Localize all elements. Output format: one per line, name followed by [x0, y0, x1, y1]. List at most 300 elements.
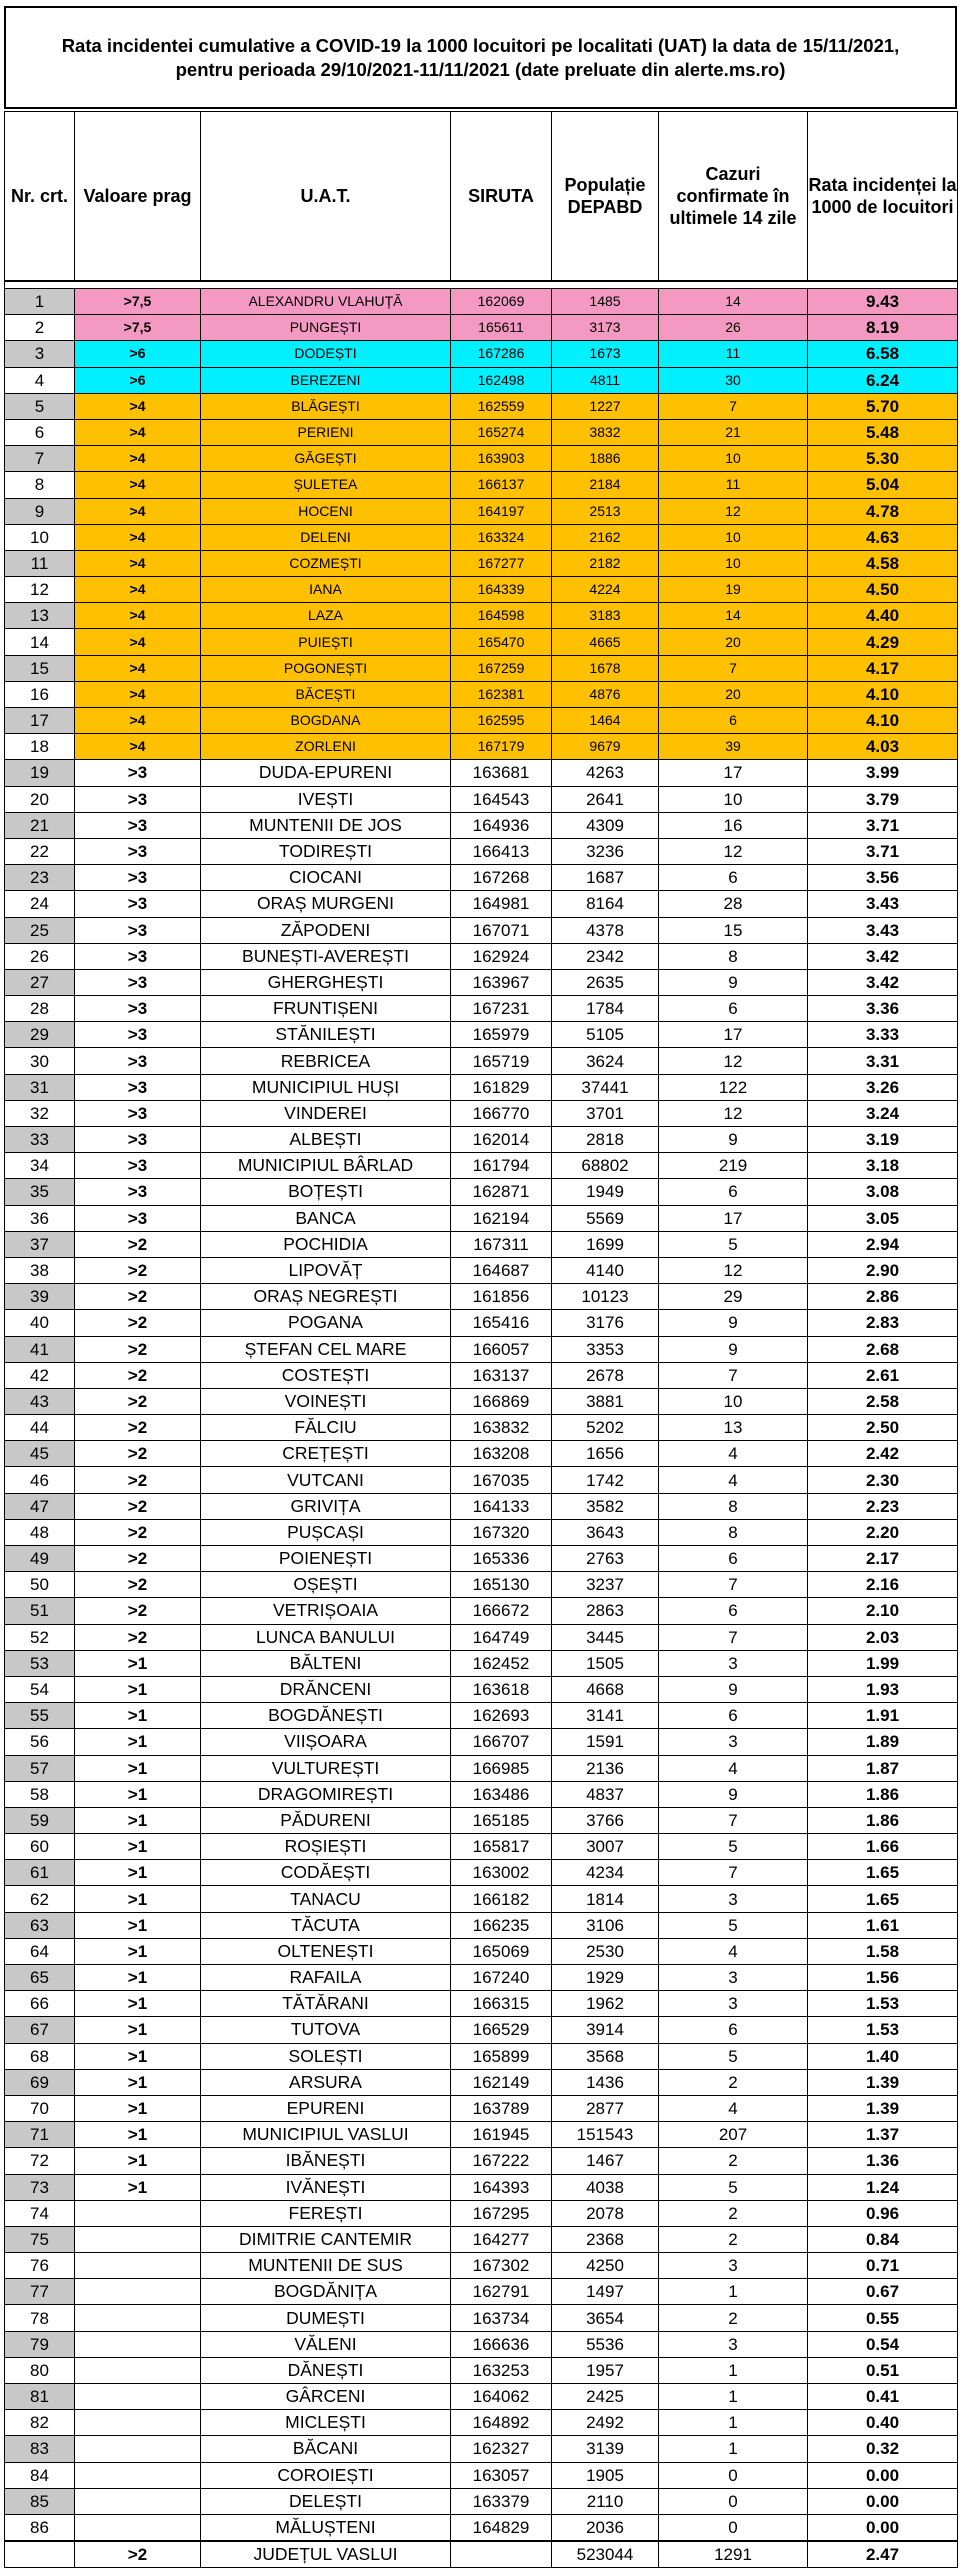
- incidence-rate-cell: 1.86: [808, 1781, 958, 1807]
- table-row: [5, 2436, 958, 2462]
- table-row: [5, 2331, 958, 2357]
- siruta-code-cell: 164339: [451, 577, 552, 603]
- threshold-value-cell: >4: [75, 419, 201, 445]
- threshold-value-cell: >3: [75, 969, 201, 995]
- table-row: [5, 1284, 958, 1310]
- table-row: [5, 2017, 958, 2043]
- incidence-rate-cell: 3.33: [808, 1022, 958, 1048]
- threshold-value-cell: >4: [75, 629, 201, 655]
- siruta-code-cell: 161945: [451, 2122, 552, 2148]
- table-row: [5, 786, 958, 812]
- siruta-code-cell: 164197: [451, 498, 552, 524]
- siruta-code-cell: 162595: [451, 708, 552, 734]
- uat-name-cell: DUMEȘTI: [201, 2305, 451, 2331]
- incidence-rate-cell: 9.43: [808, 289, 958, 315]
- row-number-cell: 2: [5, 315, 75, 341]
- uat-name-cell: PERIENI: [201, 419, 451, 445]
- threshold-value-cell: >4: [75, 524, 201, 550]
- incidence-rate-cell: 2.03: [808, 1624, 958, 1650]
- incidence-rate-cell: 1.89: [808, 1729, 958, 1755]
- threshold-value-cell: >1: [75, 2122, 201, 2148]
- table-row: [5, 446, 958, 472]
- siruta-code-cell: 166869: [451, 1388, 552, 1414]
- incidence-rate-cell: 2.83: [808, 1310, 958, 1336]
- uat-name-cell: LAZA: [201, 603, 451, 629]
- uat-name-cell: ORAȘ MURGENI: [201, 891, 451, 917]
- confirmed-cases-cell: 17: [659, 1022, 808, 1048]
- incidence-rate-cell: 2.47: [808, 2541, 958, 2568]
- row-number-cell: 55: [5, 1703, 75, 1729]
- confirmed-cases-cell: 5: [659, 1231, 808, 1257]
- confirmed-cases-cell: 12: [659, 1048, 808, 1074]
- population-cell: 1742: [552, 1467, 659, 1493]
- siruta-code-cell: [451, 2541, 552, 2568]
- row-number-cell: 42: [5, 1362, 75, 1388]
- siruta-code-cell: 163486: [451, 1781, 552, 1807]
- population-cell: 2425: [552, 2384, 659, 2410]
- uat-name-cell: BLĂGEȘTI: [201, 393, 451, 419]
- table-row: [5, 1362, 958, 1388]
- siruta-code-cell: 162924: [451, 943, 552, 969]
- siruta-code-cell: 166137: [451, 472, 552, 498]
- population-cell: 1949: [552, 1179, 659, 1205]
- incidence-rate-cell: 3.79: [808, 786, 958, 812]
- confirmed-cases-cell: 6: [659, 2017, 808, 2043]
- incidence-rate-cell: 0.55: [808, 2305, 958, 2331]
- uat-name-cell: TODIREȘTI: [201, 838, 451, 864]
- incidence-rate-cell: 1.40: [808, 2043, 958, 2069]
- confirmed-cases-cell: 10: [659, 446, 808, 472]
- siruta-code-cell: 164687: [451, 1257, 552, 1283]
- threshold-value-cell: >1: [75, 1703, 201, 1729]
- row-number-cell: 5: [5, 393, 75, 419]
- incidence-rate-cell: 0.00: [808, 2488, 958, 2514]
- confirmed-cases-cell: 9: [659, 969, 808, 995]
- table-row: [5, 1886, 958, 1912]
- table-row: [5, 2488, 958, 2514]
- incidence-rate-cell: 2.16: [808, 1572, 958, 1598]
- confirmed-cases-cell: 7: [659, 1624, 808, 1650]
- table-row: [5, 812, 958, 838]
- row-number-cell: 59: [5, 1807, 75, 1833]
- siruta-code-cell: 164133: [451, 1493, 552, 1519]
- table-row: [5, 2095, 958, 2121]
- uat-name-cell: VETRIȘOAIA: [201, 1598, 451, 1624]
- incidence-rate-cell: 1.39: [808, 2069, 958, 2095]
- uat-name-cell: VOINEȘTI: [201, 1388, 451, 1414]
- siruta-code-cell: 167277: [451, 550, 552, 576]
- row-number-cell: 79: [5, 2331, 75, 2357]
- row-number-cell: 84: [5, 2462, 75, 2488]
- uat-name-cell: BUNEȘTI-AVEREȘTI: [201, 943, 451, 969]
- table-row: [5, 1100, 958, 1126]
- population-cell: 523044: [552, 2541, 659, 2568]
- row-number-cell: 54: [5, 1676, 75, 1702]
- threshold-value-cell: >3: [75, 1100, 201, 1126]
- incidence-rate-cell: 3.08: [808, 1179, 958, 1205]
- table-row: [5, 2174, 958, 2200]
- threshold-value-cell: >2: [75, 1362, 201, 1388]
- confirmed-cases-cell: 3: [659, 1965, 808, 1991]
- confirmed-cases-cell: 9: [659, 1336, 808, 1362]
- confirmed-cases-cell: 2: [659, 2305, 808, 2331]
- incidence-rate-cell: 3.42: [808, 943, 958, 969]
- population-cell: 2368: [552, 2226, 659, 2252]
- confirmed-cases-cell: 14: [659, 603, 808, 629]
- siruta-code-cell: 166707: [451, 1729, 552, 1755]
- table-row: [5, 1755, 958, 1781]
- siruta-code-cell: 162381: [451, 681, 552, 707]
- table-row: [5, 681, 958, 707]
- incidence-rate-cell: 4.58: [808, 550, 958, 576]
- confirmed-cases-cell: 3: [659, 1991, 808, 2017]
- population-cell: 2036: [552, 2514, 659, 2541]
- uat-name-cell: ALEXANDRU VLAHUȚĂ: [201, 289, 451, 315]
- population-cell: 4309: [552, 812, 659, 838]
- table-row: [5, 1493, 958, 1519]
- header-siruta: SIRUTA: [451, 112, 552, 282]
- uat-name-cell: VULTUREȘTI: [201, 1755, 451, 1781]
- incidence-rate-cell: 3.05: [808, 1205, 958, 1231]
- header-prag: Valoare prag: [75, 112, 201, 282]
- confirmed-cases-cell: 6: [659, 1179, 808, 1205]
- row-number-cell: 10: [5, 524, 75, 550]
- threshold-value-cell: >3: [75, 812, 201, 838]
- table-row: [5, 2384, 958, 2410]
- confirmed-cases-cell: 39: [659, 734, 808, 760]
- uat-name-cell: ARSURA: [201, 2069, 451, 2095]
- uat-name-cell: DELENI: [201, 524, 451, 550]
- incidence-rate-cell: 0.84: [808, 2226, 958, 2252]
- confirmed-cases-cell: 26: [659, 315, 808, 341]
- uat-name-cell: LIPOVĂȚ: [201, 1257, 451, 1283]
- threshold-value-cell: [75, 2253, 201, 2279]
- confirmed-cases-cell: 17: [659, 760, 808, 786]
- population-cell: 4837: [552, 1781, 659, 1807]
- uat-name-cell: IVEȘTI: [201, 786, 451, 812]
- uat-name-cell: TĂCUTA: [201, 1912, 451, 1938]
- incidence-rate-cell: 2.10: [808, 1598, 958, 1624]
- confirmed-cases-cell: 17: [659, 1205, 808, 1231]
- table-row: [5, 1991, 958, 2017]
- threshold-value-cell: >1: [75, 1676, 201, 1702]
- population-cell: 2763: [552, 1546, 659, 1572]
- confirmed-cases-cell: 3: [659, 1886, 808, 1912]
- table-row: [5, 2253, 958, 2279]
- confirmed-cases-cell: 7: [659, 655, 808, 681]
- uat-name-cell: TANACU: [201, 1886, 451, 1912]
- confirmed-cases-cell: 6: [659, 708, 808, 734]
- population-cell: 3832: [552, 419, 659, 445]
- threshold-value-cell: [75, 2488, 201, 2514]
- table-row: [5, 603, 958, 629]
- siruta-code-cell: 163967: [451, 969, 552, 995]
- confirmed-cases-cell: 5: [659, 2174, 808, 2200]
- incidence-rate-cell: 0.51: [808, 2357, 958, 2383]
- incidence-rate-cell: 0.00: [808, 2462, 958, 2488]
- table-row: [5, 2410, 958, 2436]
- table-row: [5, 1546, 958, 1572]
- confirmed-cases-cell: 7: [659, 1572, 808, 1598]
- uat-name-cell: GĂGEȘTI: [201, 446, 451, 472]
- table-row: [5, 2148, 958, 2174]
- confirmed-cases-cell: 0: [659, 2514, 808, 2541]
- incidence-rate-cell: 1.24: [808, 2174, 958, 2200]
- siruta-code-cell: 162498: [451, 367, 552, 393]
- siruta-code-cell: 164062: [451, 2384, 552, 2410]
- row-number-cell: 11: [5, 550, 75, 576]
- population-cell: 3914: [552, 2017, 659, 2043]
- incidence-rate-cell: 3.56: [808, 865, 958, 891]
- population-cell: 1485: [552, 289, 659, 315]
- uat-name-cell: LUNCA BANULUI: [201, 1624, 451, 1650]
- incidence-rate-cell: 4.10: [808, 708, 958, 734]
- population-cell: 2513: [552, 498, 659, 524]
- population-cell: 4038: [552, 2174, 659, 2200]
- incidence-rate-cell: 3.99: [808, 760, 958, 786]
- row-number-cell: 20: [5, 786, 75, 812]
- table-row: [5, 1650, 958, 1676]
- siruta-code-cell: 163832: [451, 1415, 552, 1441]
- threshold-value-cell: >1: [75, 1938, 201, 1964]
- table-row: [5, 1834, 958, 1860]
- siruta-code-cell: 167240: [451, 1965, 552, 1991]
- row-number-cell: 73: [5, 2174, 75, 2200]
- incidence-rate-cell: 2.94: [808, 1231, 958, 1257]
- siruta-code-cell: 162327: [451, 2436, 552, 2462]
- incidence-rate-cell: 3.19: [808, 1127, 958, 1153]
- table-row: [5, 1965, 958, 1991]
- table-row: [5, 1205, 958, 1231]
- confirmed-cases-cell: 7: [659, 1807, 808, 1833]
- incidence-rate-cell: 0.40: [808, 2410, 958, 2436]
- confirmed-cases-cell: 6: [659, 996, 808, 1022]
- uat-name-cell: DUDA-EPURENI: [201, 760, 451, 786]
- row-number-cell: 46: [5, 1467, 75, 1493]
- confirmed-cases-cell: 19: [659, 577, 808, 603]
- threshold-value-cell: >2: [75, 1441, 201, 1467]
- threshold-value-cell: >4: [75, 734, 201, 760]
- incidence-rate-cell: 3.24: [808, 1100, 958, 1126]
- population-cell: 2678: [552, 1362, 659, 1388]
- incidence-rate-cell: 2.42: [808, 1441, 958, 1467]
- confirmed-cases-cell: 13: [659, 1415, 808, 1441]
- population-cell: 2877: [552, 2095, 659, 2121]
- uat-name-cell: VINDEREI: [201, 1100, 451, 1126]
- row-number-cell: 29: [5, 1022, 75, 1048]
- threshold-value-cell: >4: [75, 708, 201, 734]
- confirmed-cases-cell: 2: [659, 2069, 808, 2095]
- incidence-rate-cell: 1.91: [808, 1703, 958, 1729]
- confirmed-cases-cell: 16: [659, 812, 808, 838]
- uat-name-cell: ORAȘ NEGREȘTI: [201, 1284, 451, 1310]
- row-number-cell: 53: [5, 1650, 75, 1676]
- confirmed-cases-cell: 6: [659, 1546, 808, 1572]
- table-row: [5, 734, 958, 760]
- threshold-value-cell: >2: [75, 1388, 201, 1414]
- uat-name-cell: POCHIDIA: [201, 1231, 451, 1257]
- population-cell: 4234: [552, 1860, 659, 1886]
- siruta-code-cell: 164277: [451, 2226, 552, 2252]
- confirmed-cases-cell: 11: [659, 472, 808, 498]
- population-cell: 4250: [552, 2253, 659, 2279]
- confirmed-cases-cell: 0: [659, 2488, 808, 2514]
- confirmed-cases-cell: 9: [659, 1127, 808, 1153]
- uat-name-cell: COROIEȘTI: [201, 2462, 451, 2488]
- threshold-value-cell: >6: [75, 367, 201, 393]
- incidence-rate-cell: 5.04: [808, 472, 958, 498]
- threshold-value-cell: >2: [75, 1519, 201, 1545]
- threshold-value-cell: [75, 2331, 201, 2357]
- row-number-cell: 32: [5, 1100, 75, 1126]
- table-row: [5, 498, 958, 524]
- uat-name-cell: IBĂNEȘTI: [201, 2148, 451, 2174]
- uat-name-cell: FRUNTIȘENI: [201, 996, 451, 1022]
- uat-name-cell: BĂLTENI: [201, 1650, 451, 1676]
- siruta-code-cell: 163734: [451, 2305, 552, 2331]
- table-row: [5, 2200, 958, 2226]
- siruta-code-cell: 163002: [451, 1860, 552, 1886]
- row-number-cell: 76: [5, 2253, 75, 2279]
- row-number-cell: 82: [5, 2410, 75, 2436]
- confirmed-cases-cell: 8: [659, 1493, 808, 1519]
- row-number-cell: 18: [5, 734, 75, 760]
- population-cell: 3237: [552, 1572, 659, 1598]
- confirmed-cases-cell: 9: [659, 1676, 808, 1702]
- confirmed-cases-cell: 12: [659, 498, 808, 524]
- incidence-rate-cell: 1.65: [808, 1886, 958, 1912]
- siruta-code-cell: 166636: [451, 2331, 552, 2357]
- threshold-value-cell: >1: [75, 2148, 201, 2174]
- population-cell: 3236: [552, 838, 659, 864]
- incidence-rate-cell: 1.87: [808, 1755, 958, 1781]
- confirmed-cases-cell: 2: [659, 2148, 808, 2174]
- threshold-value-cell: >3: [75, 1022, 201, 1048]
- row-number-cell: 13: [5, 603, 75, 629]
- uat-name-cell: GHERGHEȘTI: [201, 969, 451, 995]
- row-number-cell: 43: [5, 1388, 75, 1414]
- siruta-code-cell: 166235: [451, 1912, 552, 1938]
- population-cell: 1497: [552, 2279, 659, 2305]
- siruta-code-cell: 164543: [451, 786, 552, 812]
- incidence-rate-cell: 3.26: [808, 1074, 958, 1100]
- population-cell: 1591: [552, 1729, 659, 1755]
- table-row: [5, 838, 958, 864]
- population-cell: 3624: [552, 1048, 659, 1074]
- population-cell: 2863: [552, 1598, 659, 1624]
- incidence-rate-cell: 2.90: [808, 1257, 958, 1283]
- threshold-value-cell: >1: [75, 1781, 201, 1807]
- table-row: [5, 708, 958, 734]
- threshold-value-cell: >1: [75, 2174, 201, 2200]
- siruta-code-cell: 165130: [451, 1572, 552, 1598]
- title-line-2: pentru perioada 29/10/2021-11/11/2021 (date preluate din alerte.ms.ro): [175, 58, 786, 80]
- siruta-code-cell: 162791: [451, 2279, 552, 2305]
- threshold-value-cell: [75, 2436, 201, 2462]
- incidence-rate-cell: 1.36: [808, 2148, 958, 2174]
- incidence-rate-cell: 5.30: [808, 446, 958, 472]
- population-cell: 1814: [552, 1886, 659, 1912]
- table-header-row: [5, 112, 958, 282]
- population-cell: 5202: [552, 1415, 659, 1441]
- siruta-code-cell: 162871: [451, 1179, 552, 1205]
- row-number-cell: 39: [5, 1284, 75, 1310]
- uat-name-cell: IANA: [201, 577, 451, 603]
- uat-name-cell: TĂTĂRANI: [201, 1991, 451, 2017]
- table-row: [5, 655, 958, 681]
- table-row: [5, 2514, 958, 2541]
- siruta-code-cell: 162693: [451, 1703, 552, 1729]
- population-cell: 2078: [552, 2200, 659, 2226]
- confirmed-cases-cell: 6: [659, 1598, 808, 1624]
- threshold-value-cell: >3: [75, 917, 201, 943]
- table-row: [5, 1807, 958, 1833]
- table-row: [5, 2069, 958, 2095]
- uat-name-cell: BOGDANA: [201, 708, 451, 734]
- confirmed-cases-cell: 12: [659, 1257, 808, 1283]
- table-row: [5, 969, 958, 995]
- siruta-code-cell: 166182: [451, 1886, 552, 1912]
- confirmed-cases-cell: 3: [659, 2253, 808, 2279]
- siruta-code-cell: 167071: [451, 917, 552, 943]
- siruta-code-cell: 165185: [451, 1807, 552, 1833]
- siruta-code-cell: 162194: [451, 1205, 552, 1231]
- siruta-code-cell: 167311: [451, 1231, 552, 1257]
- table-body: [5, 281, 958, 2568]
- population-cell: 4263: [552, 760, 659, 786]
- threshold-value-cell: >7,5: [75, 315, 201, 341]
- row-number-cell: 74: [5, 2200, 75, 2226]
- row-number-cell: 35: [5, 1179, 75, 1205]
- incidence-rate-cell: 1.58: [808, 1938, 958, 1964]
- population-cell: 3173: [552, 315, 659, 341]
- population-cell: 4876: [552, 681, 659, 707]
- incidence-rate-cell: 1.39: [808, 2095, 958, 2121]
- threshold-value-cell: >2: [75, 1415, 201, 1441]
- row-number-cell: 21: [5, 812, 75, 838]
- row-number-cell: 51: [5, 1598, 75, 1624]
- incidence-rate-cell: 5.70: [808, 393, 958, 419]
- population-cell: 1957: [552, 2357, 659, 2383]
- siruta-code-cell: 165611: [451, 315, 552, 341]
- table-row: [5, 1074, 958, 1100]
- incidence-rate-cell: 3.42: [808, 969, 958, 995]
- siruta-code-cell: 166672: [451, 1598, 552, 1624]
- uat-name-cell: BĂCANI: [201, 2436, 451, 2462]
- table-row: [5, 341, 958, 367]
- threshold-value-cell: >4: [75, 577, 201, 603]
- threshold-value-cell: >4: [75, 603, 201, 629]
- uat-name-cell: ȘTEFAN CEL MARE: [201, 1336, 451, 1362]
- table-row: [5, 943, 958, 969]
- threshold-value-cell: >3: [75, 943, 201, 969]
- threshold-value-cell: >4: [75, 472, 201, 498]
- siruta-code-cell: 162452: [451, 1650, 552, 1676]
- incidence-rate-cell: 5.48: [808, 419, 958, 445]
- uat-name-cell: VIIȘOARA: [201, 1729, 451, 1755]
- row-number-cell: 69: [5, 2069, 75, 2095]
- table-row: [5, 996, 958, 1022]
- incidence-rate-cell: 3.36: [808, 996, 958, 1022]
- uat-name-cell: POGANA: [201, 1310, 451, 1336]
- table-row: [5, 393, 958, 419]
- uat-name-cell: EPURENI: [201, 2095, 451, 2121]
- siruta-code-cell: 163681: [451, 760, 552, 786]
- siruta-code-cell: 165817: [451, 1834, 552, 1860]
- population-cell: 1673: [552, 341, 659, 367]
- siruta-code-cell: 165470: [451, 629, 552, 655]
- uat-name-cell: BOGDĂNEȘTI: [201, 1703, 451, 1729]
